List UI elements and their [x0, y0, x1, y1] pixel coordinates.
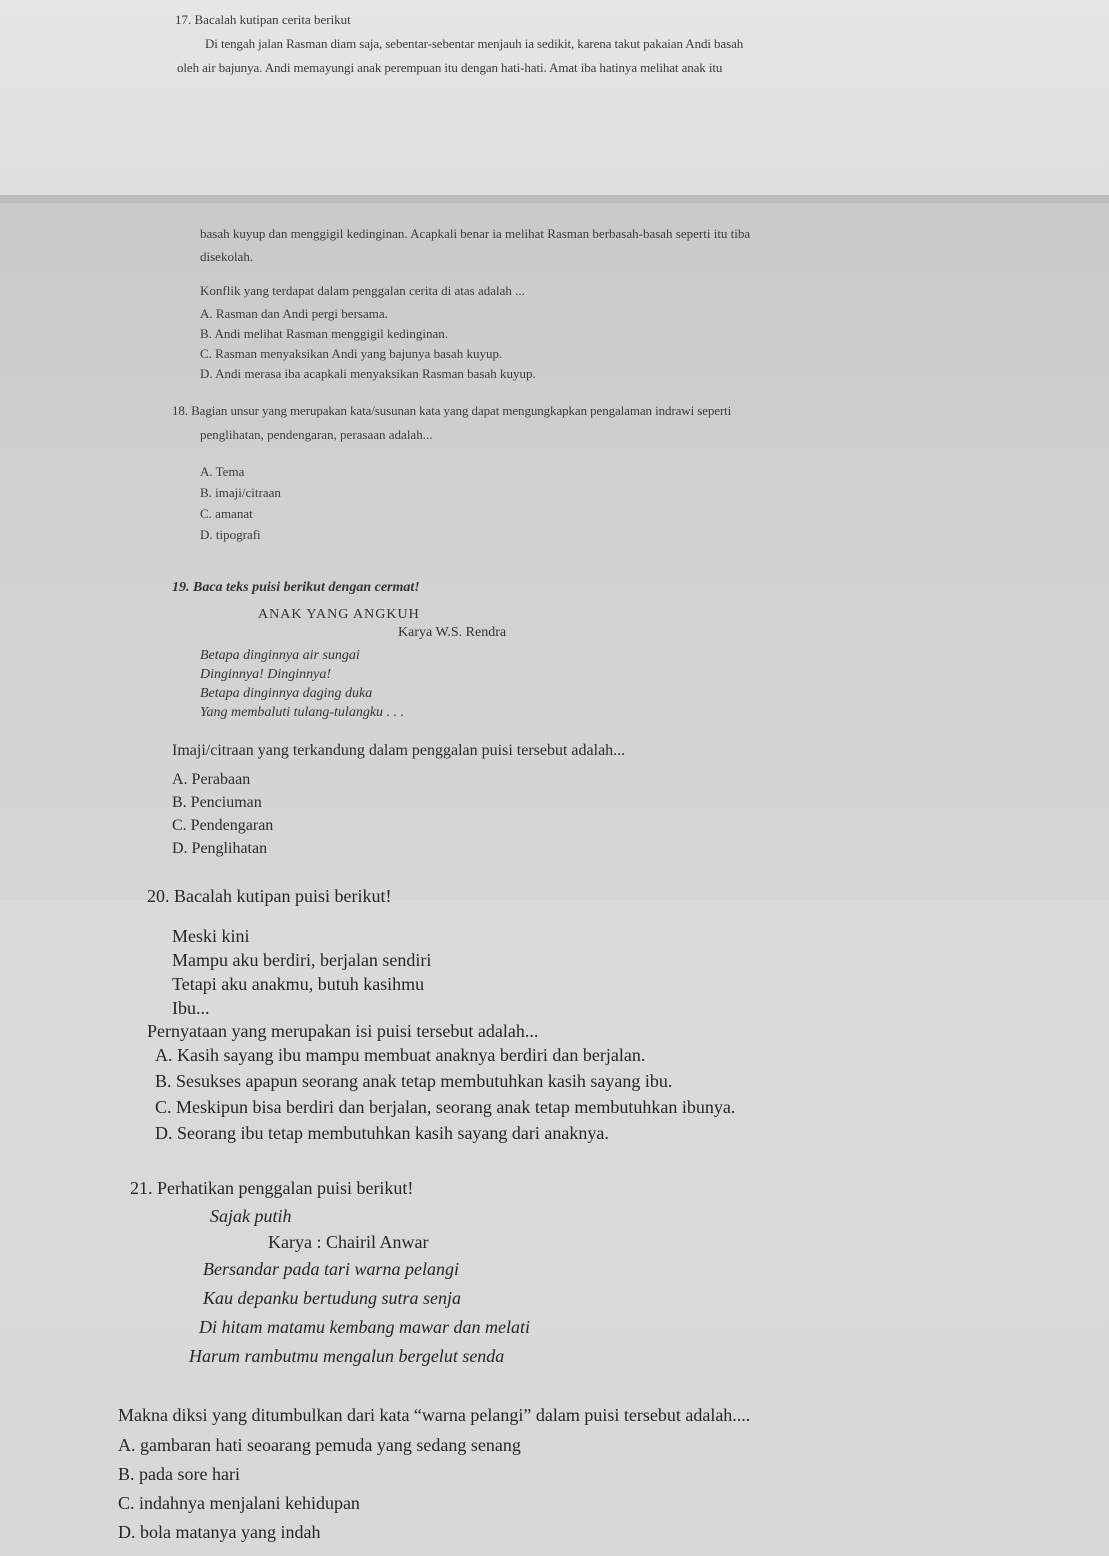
q20-option-a: A. Kasih sayang ibu mampu membuat anaknya berdiri dan berjalan.: [155, 1045, 646, 1065]
q17-option-a: A. Rasman dan Andi pergi bersama.: [200, 306, 388, 321]
q18-question-line-1: 18. Bagian unsur yang merupakan kata/susunan kata yang dapat mengungkapkan pengalaman indrawi seperti: [172, 403, 732, 418]
q19-poem-title: ANAK YANG ANGKUH: [258, 607, 420, 622]
q18-option-b: B. imaji/citraan: [200, 485, 281, 500]
q19-poem-line-4: Yang membaluti tulang-tulangku . . .: [200, 705, 405, 720]
q17-passage-line-3: basah kuyup dan menggigil kedinginan. Acapkali benar ia melihat Rasman berbasah-basah seperti itu tiba: [200, 226, 751, 241]
q19-poem-author: Karya W.S. Rendra: [398, 625, 507, 640]
q19-option-b: B. Penciuman: [172, 794, 262, 811]
q20-option-b: B. Sesukses apapun seorang anak tetap membutuhkan kasih sayang ibu.: [155, 1071, 673, 1091]
q21-poem-line-1: Bersandar pada tari warna pelangi: [203, 1259, 460, 1279]
q21-option-b: B. pada sore hari: [118, 1464, 240, 1484]
q19-poem-line-1: Betapa dinginnya air sungai: [200, 648, 360, 663]
q19-option-c: C. Pendengaran: [172, 817, 274, 834]
q20-poem-line-1: Meski kini: [172, 926, 250, 946]
q17-passage-line-2: oleh air bajunya. Andi memayungi anak perempuan itu dengan hati-hati. Amat iba hatinya melihat anak itu: [177, 60, 723, 75]
q20-poem-line-3: Tetapi aku anakmu, butuh kasihmu: [172, 974, 425, 994]
q21-heading: 21. Perhatikan penggalan puisi berikut!: [130, 1178, 414, 1198]
q18-option-a: A. Tema: [200, 464, 245, 479]
q18-question-line-2: penglihatan, pendengaran, perasaan adalah...: [200, 427, 433, 442]
q21-poem-line-4: Harum rambutmu mengalun bergelut senda: [189, 1346, 505, 1366]
q19-option-a: A. Perabaan: [172, 771, 251, 788]
q21-poem-line-3: Di hitam matamu kembang mawar dan melati: [199, 1317, 530, 1337]
q18-option-d: D. tipografi: [200, 527, 261, 542]
page-fold-divider: [0, 195, 1109, 203]
q20-option-d: D. Seorang ibu tetap membutuhkan kasih sayang dari anaknya.: [155, 1123, 609, 1143]
q21-poem-line-2: Kau depanku bertudung sutra senja: [203, 1288, 461, 1308]
q17-passage-line-4: disekolah.: [200, 249, 254, 264]
q17-question: Konflik yang terdapat dalam penggalan cerita di atas adalah ...: [200, 283, 525, 298]
q21-poem-title: Sajak putih: [210, 1206, 292, 1226]
page-bottom-area: [0, 900, 1109, 1556]
q17-option-c: C. Rasman menyaksikan Andi yang bajunya basah kuyup.: [200, 346, 503, 361]
q19-poem-line-2: Dinginnya! Dinginnya!: [200, 667, 332, 682]
q21-option-a: A. gambaran hati seoarang pemuda yang sedang senang: [118, 1435, 521, 1455]
q21-option-d: D. bola matanya yang indah: [118, 1522, 321, 1542]
page-middle-area: [0, 200, 1109, 900]
q17-passage-line-1: Di tengah jalan Rasman diam saja, sebentar-sebentar menjauh ia sedikit, karena takut pakaian Andi basah: [205, 36, 744, 51]
q19-heading: 19. Baca teks puisi berikut dengan cermat!: [172, 580, 420, 595]
q17-heading: 17. Bacalah kutipan cerita berikut: [175, 12, 351, 27]
q21-option-c: C. indahnya menjalani kehidupan: [118, 1493, 360, 1513]
q21-question: Makna diksi yang ditumbulkan dari kata “warna pelangi” dalam puisi tersebut adalah....: [118, 1405, 751, 1425]
q20-poem-line-2: Mampu aku berdiri, berjalan sendiri: [172, 950, 432, 970]
q19-question: Imaji/citraan yang terkandung dalam penggalan puisi tersebut adalah...: [172, 742, 626, 759]
q19-option-d: D. Penglihatan: [172, 840, 268, 857]
q21-poem-author: Karya : Chairil Anwar: [268, 1232, 429, 1252]
q20-question: Pernyataan yang merupakan isi puisi tersebut adalah...: [147, 1021, 539, 1041]
q19-poem-line-3: Betapa dinginnya daging duka: [200, 686, 373, 701]
page-top-area: [0, 0, 1109, 200]
q20-poem-line-4: Ibu...: [172, 998, 210, 1018]
q18-option-c: C. amanat: [200, 506, 253, 521]
q20-option-c: C. Meskipun bisa berdiri dan berjalan, seorang anak tetap membutuhkan ibunya.: [155, 1097, 736, 1117]
q17-option-d: D. Andi merasa iba acapkali menyaksikan Rasman basah kuyup.: [200, 366, 536, 381]
q20-heading: 20. Bacalah kutipan puisi berikut!: [147, 886, 392, 906]
q17-option-b: B. Andi melihat Rasman menggigil kedinginan.: [200, 326, 449, 341]
